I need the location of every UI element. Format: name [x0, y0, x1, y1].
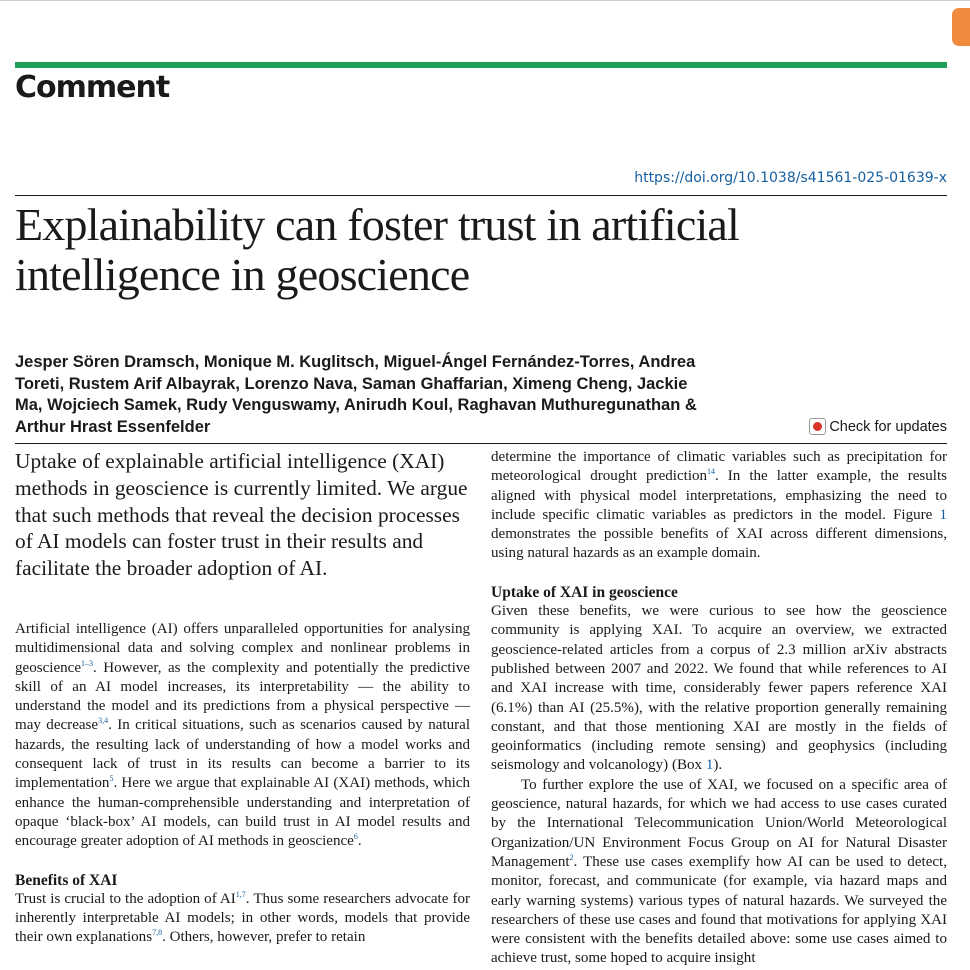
top-border-line: [0, 0, 970, 1]
author-list: Jesper Sören Dramsch, Monique M. Kuglitsch, Miguel-Ángel Fernández-Torres, Andrea Toreti, Rustem Arif Albayrak, Lorenzo Nava, Saman Ghaffarian, Ximeng Cheng, Jackie Ma, Wojciech Samek, Rudy Venguswamy, Anirudh Koul, Raghavan Muthuregunathan & Arthur Hrast Essenfelder: [15, 353, 697, 436]
section-label: Comment: [15, 70, 170, 105]
doi-link[interactable]: https://doi.org/10.1038/s41561-025-01639-x: [634, 170, 947, 186]
side-tab[interactable]: [952, 8, 970, 46]
continued-paragraph: determine the importance of climatic variables such as precipitation for meteorological drought prediction$^{14}$. In the latter example, the results aligned with physical model interpretations, emphasizing the need to include specific climatic variables as predictors in the model. Figure 1 demonstrates the possible benefits of XAI across different dimensions, using natural hazards as an example domain.: [491, 449, 947, 562]
citation-ref[interactable]: 3,4: [98, 716, 109, 726]
uptake-heading: Uptake of XAI in geoscience: [491, 583, 678, 601]
use-cases-paragraph: To further explore the use of XAI, we focused on a specific area of geoscience, natural hazards, for which we had access to use cases curated by the International Telecommunication Union/World Meteorological Organization/UN Environment Focus Group on AI for Natural Disaster Management$^2$. These use cases exemplify how AI can be used to detect, monitor, forecast, and communicate (for example, via hazard maps and early warning systems) various types of natural hazards. We surveyed the researchers of these use cases and found that motivations for applying XAI were consistent with the benefits detailed above: some use cases aimed to achieve trust, some hoped to acquire insight: [491, 776, 947, 967]
intro-paragraph: Artificial intelligence (AI) offers unparalleled opportunities for analysing multidimensional data and solving complex and nonlinear problems in geoscience$^{1-3}$. However, as the complexity and potentially the predictive skill of an AI model increases, its interpretability — the ability to understand the model and its predictions from a physical perspective — may decrease$^{3,4}$. In critical situations, such as scenarios caused by natural hazards, the resulting lack of understanding of how a model works and consequent lack of trust in its results can become a barrier to its implementation$^5$. Here we argue that explainable AI (XAI) methods, which enhance the human-comprehensible understanding and interpretation of opaque ‘black-box’ AI models, can build trust in AI model results and encourage greater adoption of AI methods in geoscience$^6$.: [15, 620, 470, 850]
right-column: [491, 448, 947, 969]
article-title: Explainability can foster trust in artificial intelligence in geoscience: [15, 199, 740, 300]
citation-ref[interactable]: 14: [707, 467, 716, 477]
authors-divider: [15, 443, 947, 444]
check-for-updates-label: Check for updates: [829, 418, 947, 435]
figure-link[interactable]: 1: [939, 506, 947, 523]
box-link[interactable]: 1: [705, 757, 714, 774]
citation-ref[interactable]: 1,7: [235, 889, 246, 899]
check-for-updates-button[interactable]: [809, 418, 947, 435]
left-column: [15, 448, 470, 948]
citation-ref[interactable]: 1–3: [81, 658, 93, 668]
benefits-heading: Benefits of XAI: [15, 871, 118, 889]
benefits-paragraph: Trust is crucial to the adoption of AI$^{1,7}$. Thus some researchers advocate for inherently interpretable AI models; in other words, models that provide their own explanations$^{7,8}$. Others, however, prefer to retain: [15, 889, 471, 946]
update-check-icon: [809, 418, 826, 435]
standfirst: Uptake of explainable artificial intelligence (XAI) methods in geoscience is currently limited. We argue that such methods that reveal the decision processes of AI models can foster trust in their results and facilitate the broader adoption of AI.: [15, 449, 468, 581]
citation-ref[interactable]: 7,8: [152, 928, 163, 938]
doi-divider: [15, 195, 947, 196]
citation-ref[interactable]: 5: [109, 774, 114, 784]
citation-ref[interactable]: 2: [569, 852, 574, 862]
citation-ref[interactable]: 6: [353, 832, 358, 842]
uptake-paragraph: Given these benefits, we were curious to see how the geoscience community is applying XAI. To acquire an overview, we extracted geoscience-related articles from a corpus of 2.3 million arXiv abstracts published between 2007 and 2022. We found that while references to AI and XAI increase with time, considerably fewer papers reference XAI (6.1%) than AI (25.5%), with the relative proportion generally remaining constant, and that those mentioning XAI are mostly in the fields of geoinformatics (including remote sensing) and geophysics (including seismology and volcanology) (Box 1).: [491, 603, 947, 774]
